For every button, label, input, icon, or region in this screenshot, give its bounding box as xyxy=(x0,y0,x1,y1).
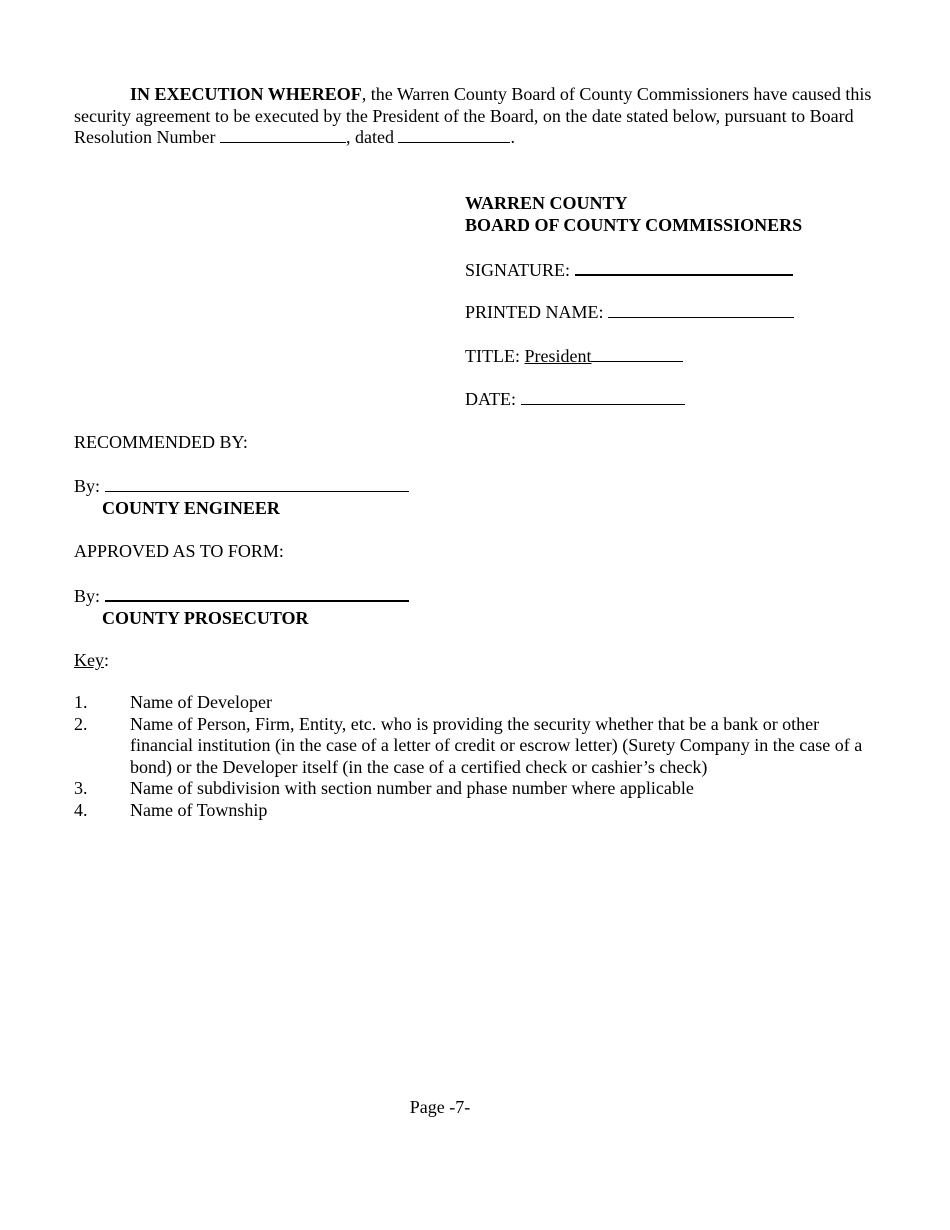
page-number: Page -7- xyxy=(409,1097,471,1117)
title-field xyxy=(465,345,683,367)
recommended-by-label: By: xyxy=(74,476,101,496)
key-colon: : xyxy=(104,650,110,670)
approved-label: APPROVED AS TO FORM: xyxy=(74,541,284,561)
title-label: TITLE: xyxy=(465,346,520,366)
list-item-number: 2. xyxy=(74,713,88,734)
title-line[interactable] xyxy=(591,345,683,362)
signature-line[interactable] xyxy=(575,258,793,276)
recommended-signature xyxy=(74,475,494,519)
signature-label: SIGNATURE: xyxy=(465,260,571,280)
printed-name-field xyxy=(465,301,794,323)
execution-lead: IN EXECUTION WHEREOF xyxy=(130,84,362,104)
resolution-number-blank[interactable] xyxy=(220,128,346,143)
approved-signature xyxy=(74,584,494,629)
date-line[interactable] xyxy=(521,388,685,405)
date-label: DATE: xyxy=(465,389,516,409)
list-item xyxy=(74,800,884,822)
execution-paragraph xyxy=(74,84,880,149)
recommended-section xyxy=(74,431,494,453)
list-item-number: 4. xyxy=(74,799,88,820)
printed-name-label: PRINTED NAME: xyxy=(465,302,604,322)
signature-heading-line1: WARREN COUNTY xyxy=(465,193,628,213)
execution-text-end: . xyxy=(510,127,515,147)
recommended-label: RECOMMENDED BY: xyxy=(74,432,248,452)
list-item-text: Name of Township xyxy=(130,799,268,820)
signature-block xyxy=(465,192,885,409)
list-item-number: 1. xyxy=(74,692,88,712)
recommended-by-line[interactable] xyxy=(105,475,409,492)
list-item xyxy=(74,714,884,779)
date-field xyxy=(465,388,685,410)
signature-field xyxy=(465,258,793,281)
approved-by-label: By: xyxy=(74,586,101,606)
resolution-date-blank[interactable] xyxy=(398,128,510,143)
county-prosecutor-label: COUNTY PROSECUTOR xyxy=(102,608,309,628)
execution-text-part2: , dated xyxy=(346,127,399,147)
key-list xyxy=(74,692,884,822)
signature-heading-line2: BOARD OF COUNTY COMMISSIONERS xyxy=(465,215,803,235)
approved-by-line[interactable] xyxy=(105,584,409,602)
key-heading xyxy=(74,649,109,671)
list-item-text: Name of Person, Firm, Entity, etc. who is providing the security whether that be a bank or other financial institution (in the case of a letter of credit or escrow letter) (Surety Company in the case of a bond) or the Developer itself (in the case of a certified check or cashier’s check) xyxy=(130,713,863,777)
execution-text-part1: , the Warren County Board of County Commissioners have caused this security agreement to be executed by the President of the Board, on the date stated below, pursuant to Board Resolution Number xyxy=(74,84,872,147)
printed-name-line[interactable] xyxy=(608,301,794,318)
page-footer xyxy=(0,1096,950,1118)
title-value: President xyxy=(524,346,592,366)
key-label: Key xyxy=(74,650,104,670)
list-item-text: Name of Developer xyxy=(130,692,272,712)
approved-section xyxy=(74,540,494,562)
list-item-number: 3. xyxy=(74,778,88,799)
county-engineer-label: COUNTY ENGINEER xyxy=(102,498,280,518)
list-item xyxy=(74,692,884,714)
list-item-text: Name of subdivision with section number and phase number where applicable xyxy=(130,778,694,799)
list-item xyxy=(74,778,884,800)
